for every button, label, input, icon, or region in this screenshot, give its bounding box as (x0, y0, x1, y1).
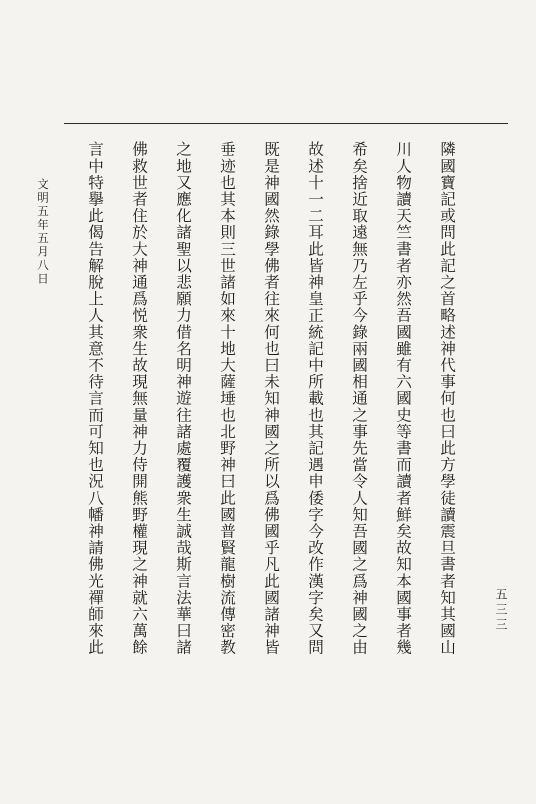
text-line: 川人物讀天竺書者亦然吾國雖有六國史等書而讀者鮮矣故知本國事者幾 (394, 141, 412, 656)
text-line: 隣國寶記或問此記之首略述神代事何也曰此方學徒讀震旦書者知其國山 (438, 141, 456, 656)
page-number: 五三三 (494, 588, 508, 633)
text-line: 既是神國然錄學佛者往來何也曰未知神國之所以爲佛國乎凡此國諸神皆 (262, 141, 280, 656)
body-text (60, 141, 480, 801)
text-line: 言中特擧此偈告解脫上人其意不待言而可知也況八幡神請佛光禪師來此 (86, 141, 104, 656)
text-line: 佛救世者住於大神通爲悦衆生故現無量神力侍開熊野權現之神就六萬餘 (130, 141, 148, 656)
date-note: 文明五年五月八日 (36, 178, 50, 286)
text-line: 垂迹也其本則三世諸如來十地大薩埵也北野神曰此國普賢龍樹流傳密教 (218, 141, 236, 656)
text-line: 希矣捨近取遠無乃左乎今錄兩國相通之事先當令人知吾國之爲神國之由 (350, 141, 368, 656)
header-rule (64, 123, 508, 124)
text-line: 故述十一二耳此皆神皇正統記中所載也其記遇申倭字今改作漢字矣又問 (306, 141, 324, 656)
text-line: 之地又應化諸聖以悲願力借名明神遊往諸處覆護衆生誠哉斯言法華曰諸 (174, 141, 192, 656)
text-line (60, 141, 62, 801)
